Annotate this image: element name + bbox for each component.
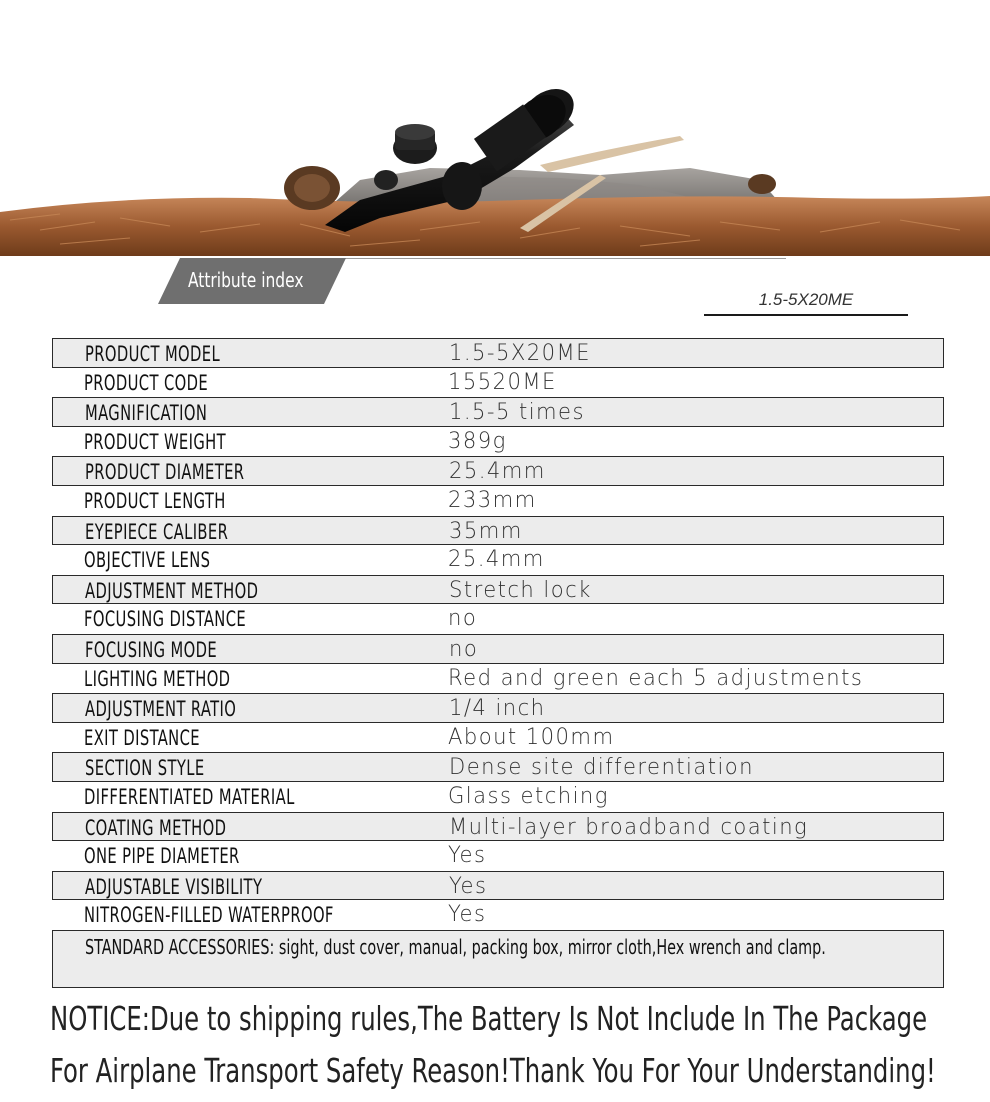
spec-row-product-code (52, 368, 944, 398)
spec-row-exit-distance (52, 723, 944, 753)
spec-value: Yes (448, 843, 487, 869)
spec-value: no (448, 606, 478, 632)
spec-row-differentiated-material (52, 782, 944, 812)
spec-value: Multi-layer broadband coating (449, 814, 809, 840)
spec-value: Dense site differentiation (449, 755, 754, 781)
product-photo (0, 0, 990, 256)
spec-value: 1.5-5X20ME (449, 341, 591, 366)
standard-accessories-text: STANDARD ACCESSORIES: sight, dust cover, manual, packing box, mirror cloth,Hex wrench and clamp. (85, 934, 826, 959)
spec-row-objective-lens (52, 545, 944, 575)
spec-row-coating-method (52, 812, 944, 842)
spec-value: 1/4 inch (449, 696, 546, 722)
spec-value: 1.5-5 times (449, 400, 585, 426)
shipping-notice (50, 996, 980, 1100)
header-rule (330, 258, 786, 259)
notice-line-2: For Airplane Transport Safety Reason!Thank You For Your Understanding! (50, 1051, 936, 1090)
spec-value: Yes (449, 873, 488, 899)
spec-label: PRODUCT LENGTH (84, 488, 226, 513)
spec-label: LIGHTING METHOD (84, 666, 231, 691)
spec-row-product-length (52, 486, 944, 516)
spec-value: 389g (448, 428, 507, 454)
spec-label: MAGNIFICATION (85, 401, 208, 426)
spec-label: DIFFERENTIATED MATERIAL (84, 784, 295, 809)
spec-value: 15520ME (448, 369, 557, 395)
model-caption: 1.5-5X20ME (704, 288, 908, 316)
spec-label: PRODUCT WEIGHT (84, 429, 227, 454)
attribute-index-banner (158, 258, 346, 304)
spec-row-section-style (52, 752, 944, 782)
spec-value: Stretch lock (449, 577, 592, 603)
spec-row-focusing-distance (52, 604, 944, 634)
spec-row-adjustable-visibility (52, 871, 944, 901)
spec-row-lighting-method (52, 664, 944, 694)
spec-row-product-model (52, 338, 944, 368)
spec-value: 25.4mm (448, 547, 545, 573)
spec-value: 25.4mm (449, 459, 546, 485)
spec-table (52, 338, 944, 988)
spec-label: PRODUCT MODEL (85, 342, 221, 366)
spec-label: FOCUSING MODE (85, 637, 218, 662)
spec-row-magnification (52, 397, 944, 427)
spec-value: Glass etching (448, 783, 609, 809)
spec-row-adjustment-ratio (52, 693, 944, 723)
spec-value: no (449, 636, 479, 662)
spec-value: Red and green each 5 adjustments (448, 665, 864, 691)
spec-value: 233mm (448, 487, 537, 513)
notice-line-1: NOTICE:Due to shipping rules,The Battery Is Not Include In The Package (50, 999, 928, 1038)
spec-label: PRODUCT DIAMETER (85, 460, 245, 485)
spec-row-adjustment-method (52, 575, 944, 605)
spec-label: SECTION STYLE (85, 756, 205, 781)
attribute-index-title: Attribute index (188, 268, 304, 292)
spec-label: ADJUSTMENT METHOD (85, 578, 259, 603)
spec-row-focusing-mode (52, 634, 944, 664)
spec-value: Yes (448, 902, 487, 928)
spec-row-product-weight (52, 427, 944, 457)
spec-row-one-pipe-diameter (52, 841, 944, 871)
riflescope-illustration (0, 0, 990, 256)
spec-label: PRODUCT CODE (84, 370, 209, 395)
spec-label: COATING METHOD (85, 815, 227, 840)
spec-value: 35mm (449, 518, 523, 544)
spec-value: About 100mm (448, 724, 615, 750)
spec-label: NITROGEN-FILLED WATERPROOF (84, 903, 334, 928)
spec-label: ONE PIPE DIAMETER (84, 844, 240, 869)
spec-label: FOCUSING DISTANCE (84, 607, 247, 632)
spec-label: OBJECTIVE LENS (84, 548, 211, 573)
spec-label: ADJUSTMENT RATIO (85, 697, 237, 722)
spec-row-product-diameter (52, 456, 944, 486)
spec-label: EYEPIECE CALIBER (85, 519, 229, 544)
spec-label: ADJUSTABLE VISIBILITY (85, 874, 263, 899)
spec-label: EXIT DISTANCE (84, 725, 200, 750)
spec-row-eyepiece-caliber (52, 516, 944, 546)
spec-row-standard-accessories (52, 930, 944, 988)
spec-row-nitrogen-filled-waterproof (52, 900, 944, 930)
